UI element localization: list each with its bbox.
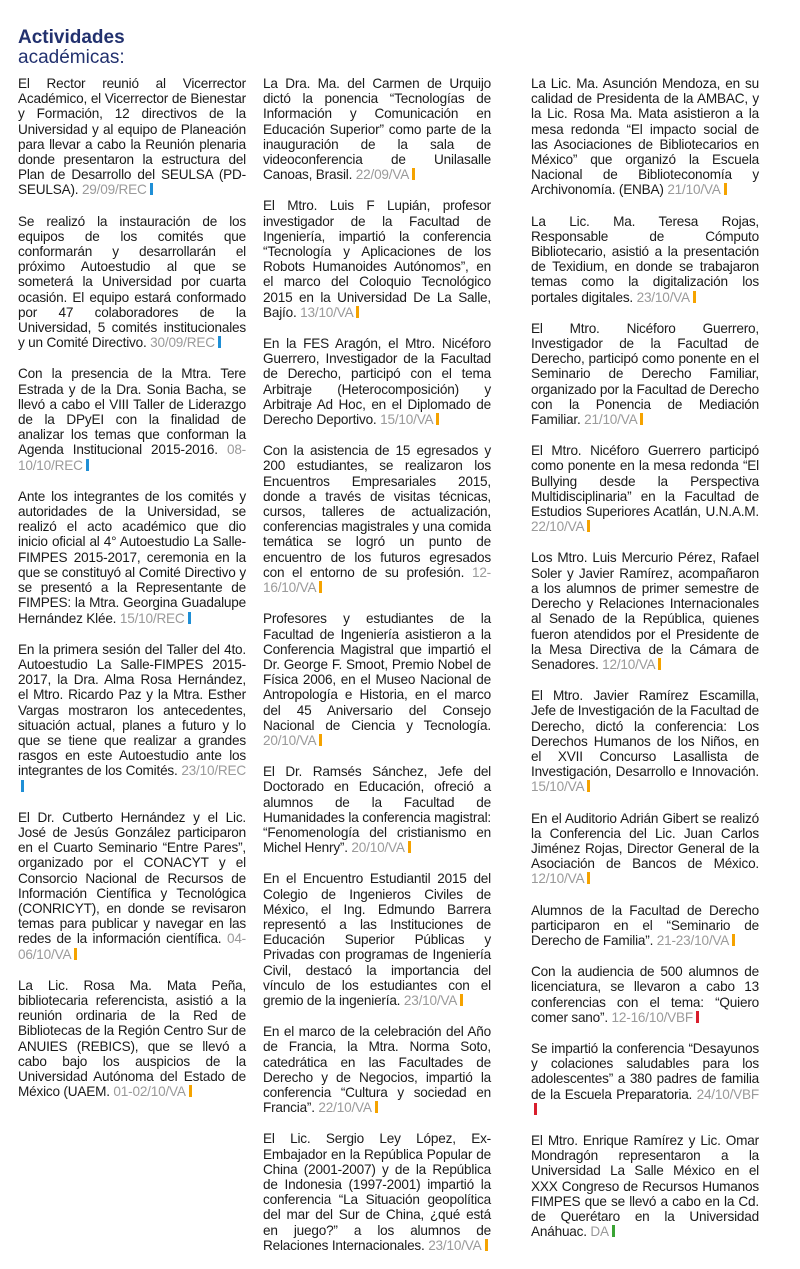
activity-date-tag: 12-16/10/VA (263, 564, 492, 596)
activity-date-tag: 20/10/VA (351, 840, 405, 856)
activity-item (263, 764, 491, 855)
activity-date-tag: 01-02/10/VA (113, 1084, 186, 1100)
unit-color-marker (696, 1011, 699, 1023)
unit-color-marker (485, 1239, 488, 1251)
activity-item (531, 76, 759, 198)
activity-date-tag: 23/10/VA (428, 1237, 482, 1253)
activity-item (18, 810, 246, 962)
unit-color-marker (640, 413, 643, 425)
activity-date-tag: 22/10/VA (318, 1100, 372, 1116)
column-1 (18, 76, 246, 1115)
activity-item (18, 214, 246, 351)
unit-color-marker (534, 1103, 537, 1115)
activity-text: Con la audiencia de 500 alumnos de licenciatura, se llevaron a cabo 13 conferencias con el tema: “Quiero comer sano”. (531, 964, 759, 1025)
unit-color-marker (587, 872, 590, 884)
activity-date-tag: 20/10/VA (263, 732, 317, 748)
unit-color-marker (732, 934, 735, 946)
activity-text: En el Encuentro Estudiantil 2015 del Colegio de Ingenieros Civiles de México, el Ing. Edmundo Barrera representó a las Instituciones de Educación Superior Públicas y Privadas con programas de Ingeniería Civil, destacó la importancia del vínculo de los estudiantes con el gremio de la ingeniería. (263, 871, 491, 1008)
activity-item (531, 964, 759, 1025)
activity-date-tag: 21-23/10/VA (656, 932, 730, 948)
unit-color-marker (150, 183, 153, 195)
activity-text: En la FES Aragón, el Mtro. Nicéforo Guerrero, Investigador de la Facultad de Derecho, participó con el tema Arbitraje (Heterocomposición) y Arbitraje Ad Hoc, en el Diplomado de Derecho Deportivo. (263, 336, 491, 428)
activity-text: Alumnos de la Facultad de Derecho participaron en el “Seminario de Derecho de Familia”. (531, 902, 759, 948)
section-title: Actividades (18, 27, 125, 48)
unit-color-marker (408, 841, 411, 853)
unit-color-marker (587, 780, 590, 792)
activity-text: Ante los integrantes de los comités y autoridades de la Universidad, se realizó el acto académico que dio inicio oficial al 4° Autoestudio La Salle-FIMPES 2015-2017, ceremonia en la que se constituyó al Comité Directivo y se presentó a la Representante de FIMPES: la Mtra. Georgina Guadalupe Hernández Klée. (18, 488, 246, 626)
activity-date-tag: DA (590, 1224, 609, 1240)
activity-date-tag: 13/10/VA (300, 304, 354, 320)
activity-text: El Mtro. Enrique Ramírez y Lic. Omar Mondragón representaron a la Universidad La Salle México en el XXX Congreso de Recursos Humanos FIMPES que se llevó a cabo en la Cd. de Querétaro en la Universidad Anáhuac. (531, 1132, 759, 1240)
activity-text: El Mtro. Nicéforo Guerrero, Investigador de la Facultad de Derecho, participó como ponente en el Seminario de Derecho Familiar, organizado por la Facultad de Derecho con la Ponencia de Mediación Familiar. (531, 320, 759, 428)
activity-date-tag: 23/10/VA (636, 289, 690, 305)
activity-text: Con la presencia de la Mtra. Tere Estrada y de la Dra. Sonia Bacha, se llevó a cabo el VIII Taller de Liderazgo de la DPyEI con la finalidad de analizar los temas que conforman la Agenda Institucional 2015-2016. (18, 366, 246, 458)
activity-text: La Lic. Ma. Teresa Rojas, Responsable de Cómputo Bibliotecario, asistió a la presentación de Texidium, en donde se trabajaron temas como la digitalización los portales digitales. (531, 213, 759, 305)
unit-color-marker (188, 612, 191, 624)
activity-item (18, 76, 246, 198)
activity-date-tag: 23/10/VA (403, 992, 458, 1008)
unit-color-marker (86, 459, 89, 471)
section-heading (18, 28, 125, 67)
activity-item (263, 198, 491, 320)
unit-color-marker (218, 336, 221, 348)
activity-date-tag: 12-16/10/VBF (611, 1009, 693, 1025)
activity-text: El Mtro. Luis F Lupián, profesor investigador de la Facultad de Ingeniería, impartió la conferencia “Tecnología y Aplicaciones de los Robots Humanoides Autónomos”, en el marco del Coloquio Tecnológico 2015 en la Universidad De La Salle, Bajío. (263, 198, 491, 320)
activity-date-tag: 15/10/REC (119, 610, 185, 626)
activity-date-tag: 12/10/VA (531, 871, 585, 887)
activity-date-tag: 12/10/VA (602, 656, 656, 672)
activity-date-tag: 08-10/10/REC (18, 442, 247, 473)
activity-text: En el marco de la celebración del Año de Francia, la Mtra. Norma Soto, catedrática en las Facultades de Derecho y de Negocios, impartió la conferencia “Cultura y sociedad en Francia”. (263, 1024, 491, 1116)
activity-text: La Lic. Rosa Ma. Mata Peña, bibliotecaria referencista, asistió a la reunión ordinaria de la Red de Bibliotecas de la Región Centro Sur de ANUIES (REBICS), que se llevó a cabo bajo los auspicios de la Universidad Autónoma del Estado de México (UAEM. (18, 977, 246, 1100)
activity-date-tag: 23/10/REC (181, 763, 247, 779)
unit-color-marker (74, 948, 77, 960)
activity-item (263, 336, 491, 427)
unit-color-marker (375, 1101, 378, 1113)
activity-item (263, 871, 491, 1008)
activity-text: En la primera sesión del Taller del 4to. Autoestudio La Salle-FIMPES 2015-2017, la Dra. Alma Rosa Hernández, el Mtro. Ricardo Paz y la Mtra. Esther Vargas mostraron los antecedentes, situación actual, planes a futuro y lo que se tiene que realizar a grandes rasgos en este Autoestudio ante los integrantes de los Comités. (18, 641, 246, 779)
unit-color-marker (587, 520, 590, 532)
activity-item (531, 688, 759, 794)
activity-item (531, 321, 759, 427)
activity-item (263, 443, 491, 595)
activity-item (263, 76, 491, 182)
unit-color-marker (658, 658, 661, 670)
activity-text: En el Auditorio Adrián Gibert se realizó la Conferencia del Lic. Juan Carlos Jiménez Rojas, Director General de la Asociación de Bancos de México. (531, 810, 759, 872)
activity-date-tag: 21/10/VA (584, 412, 638, 428)
activity-item (531, 811, 759, 887)
activity-date-tag: 22/09/VA (355, 167, 410, 183)
activity-text: El Mtro. Nicéforo Guerrero participó como ponente en la mesa redonda “El Bullying desde la Perspectiva Multidisciplinaria” en la Facultad de Estudios Superiores Acatlán, U.N.A.M. (531, 443, 759, 520)
activity-date-tag: 04-06/10/VA (18, 931, 247, 962)
activity-text: La Dra. Ma. del Carmen de Urquijo dictó la ponencia “Tecnologías de Información y Comunicación en Educación Superior” como parte de la inauguración de la sala de videoconferencia de Unilasalle Canoas, Brasil. (263, 76, 491, 183)
activity-text: Con la asistencia de 15 egresados y 200 estudiantes, se realizaron los Encuentros Empresariales 2015, donde a través de visitas técnicas, cursos, talleres de actualización, conferencias magistrales y una comida temática se logró un punto de encuentro de los futuros egresados con el entorno de su profesión. (263, 443, 491, 580)
activity-item (531, 550, 759, 672)
activity-text: El Rector reunió al Vicerrector Académico, el Vicerrector de Bienestar y Formación, 12 directivos de la Universidad y al equipo de Planeación para llevar a cabo la Reunión plenaria donde presentaron la estructura del Plan de Desarrollo del SEULSA (PD-SEULSA). (18, 76, 246, 198)
unit-color-marker (319, 581, 322, 593)
unit-color-marker (460, 994, 463, 1006)
activity-text: Los Mtro. Luis Mercurio Pérez, Rafael Soler y Javier Ramírez, acompañaron a los alumnos de primer semestre de Derecho y Relaciones Internacionales al Senado de la República, quienes fueron atendidos por el Presidente de la Mesa Directiva de la Cámara de Senadores. (531, 550, 759, 672)
activity-date-tag: 21/10/VA (667, 182, 721, 198)
activity-text: El Dr. Ramsés Sánchez, Jefe del Doctorado en Educación, ofreció a alumnos de la Facultad de Humanidades la conferencia magistral: “Fenomenología del cristianismo en Michel Henry”. (263, 764, 491, 856)
activity-item (531, 214, 759, 305)
activity-item (531, 1133, 759, 1239)
activity-date-tag: 24/10/VBF (696, 1086, 760, 1102)
unit-color-marker (693, 291, 696, 303)
activity-text: La Lic. Ma. Asunción Mendoza, en su calidad de Presidenta de la AMBAC, y la Lic. Rosa Ma. Mata asistieron a la mesa redonda “El impacto social de las Asociaciones de Bibliotecarios en México” que organizó la Escuela Nacional de Biblioteconomía y Archivonomía. (ENBA) (531, 76, 759, 198)
column-2 (263, 76, 491, 1269)
unit-color-marker (319, 734, 322, 746)
activity-item (18, 366, 246, 472)
column-3 (531, 76, 759, 1255)
unit-color-marker (612, 1225, 615, 1237)
activity-text: Profesores y estudiantes de la Facultad de Ingeniería asistieron a la Conferencia Magistral que impartió el Dr. George F. Smoot, Premio Nobel de Física 2006, en el Museo Nacional de Antropología e Historia, en el marco del 45 Aniversario del Consejo Nacional de Ciencia y Tecnología. (263, 611, 491, 733)
activity-date-tag: 30/09/REC (150, 335, 215, 351)
unit-color-marker (412, 168, 415, 180)
activity-date-tag: 22/10/VA (531, 519, 585, 535)
activity-text: El Mtro. Javier Ramírez Escamilla, Jefe de Investigación de la Facultad de Derecho, dictó la conferencia: Los Derechos Humanos de los Niños, en el XVII Concurso Lasallista de Investigación, Desarrollo e Innovación. (531, 688, 759, 780)
activity-item (18, 978, 246, 1100)
activity-date-tag: 15/10/VA (531, 779, 585, 795)
unit-color-marker (436, 413, 439, 425)
unit-color-marker (189, 1085, 192, 1097)
activity-item (531, 903, 759, 949)
unit-color-marker (21, 780, 24, 792)
activity-item (263, 611, 491, 748)
activity-text: Se realizó la instauración de los equipos de los comités que conformarán y desarrollarán el próximo Autoestudio al que se someterá la Universidad por cuarta ocasión. El equipo estará conformado por 47 colaboradores de la Universidad, 5 comités institucionales y un Comité Directivo. (18, 213, 246, 351)
activity-date-tag: 29/09/REC (81, 182, 147, 198)
activity-item (18, 489, 246, 626)
activity-item (263, 1131, 491, 1253)
activity-text: El Dr. Cutberto Hernández y el Lic. José de Jesús González participaron en el Cuarto Seminario “Entre Pares”, organizado por el CONACYT y el Consorcio Nacional de Recursos de Información Científica y Tecnológica (CONRICYT), en donde se revisaron temas para publicar y navegar en las redes de la información científica. (18, 809, 246, 947)
activity-item (531, 443, 759, 534)
unit-color-marker (356, 306, 359, 318)
activity-item (263, 1024, 491, 1115)
activity-item (531, 1041, 759, 1117)
activity-item (18, 642, 246, 794)
activity-date-tag: 15/10/VA (380, 412, 434, 428)
activity-text: El Lic. Sergio Ley López, Ex-Embajador en la República Popular de China (2001-2007) y de la República de Indonesia (1997-2001) impartió la conferencia “La Situación geopolítica del mar del Sur de China, ¿qué está en juego?” a los alumnos de Relaciones Internacionales. (263, 1131, 491, 1253)
section-subtitle: académicas: (18, 47, 125, 68)
unit-color-marker (724, 183, 727, 195)
activity-text: Se impartió la conferencia “Desayunos y colaciones saludables para los adolescentes” a 380 padres de familia de la Escuela Preparatoria. (531, 1040, 759, 1102)
